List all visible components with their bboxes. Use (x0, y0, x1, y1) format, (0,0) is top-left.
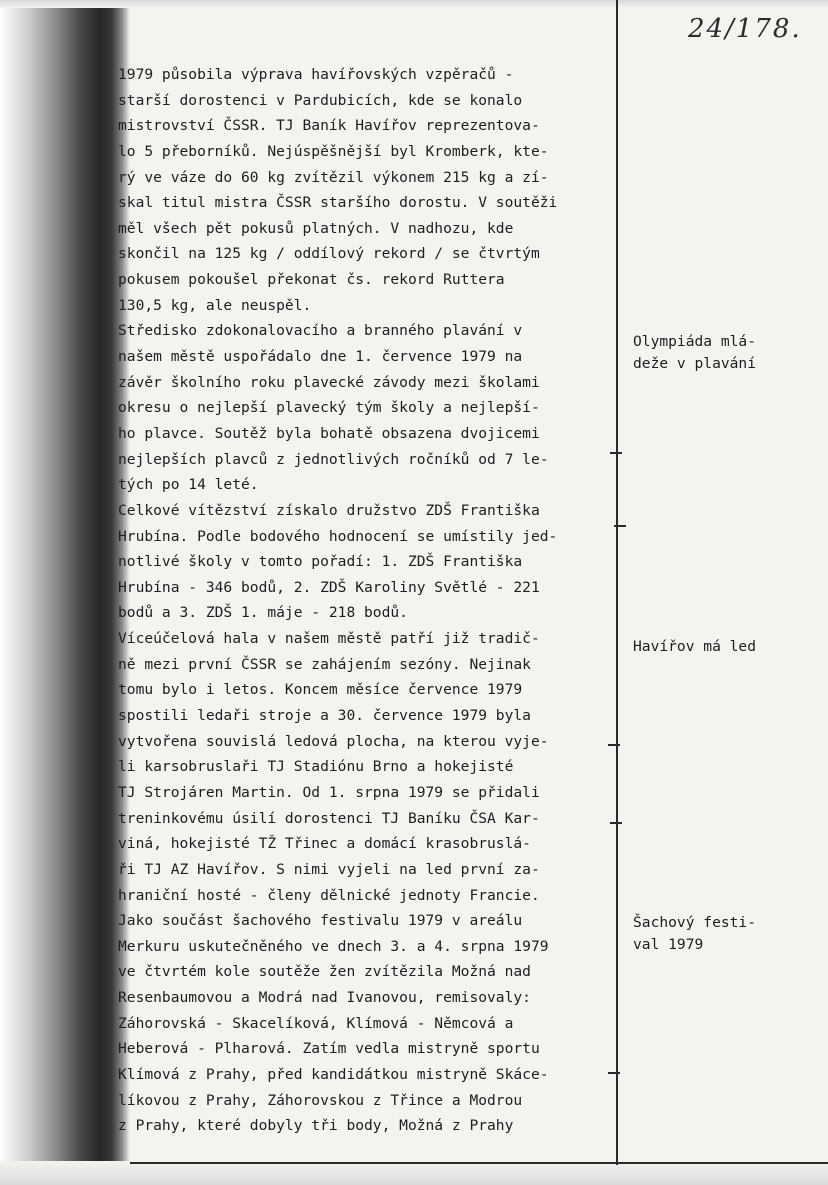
text-line: viná, hokejisté TŽ Třinec a domácí krasobruslá- (118, 835, 531, 853)
text-line: líkovou z Prahy, Záhorovskou z Třince a Modrou (118, 1091, 523, 1109)
margin-note-line: Havířov má led (633, 638, 757, 655)
text-line: Středisko zdokonalovacího a branného plavání v (118, 322, 523, 340)
text-line: skončil na 125 kg / oddílový rekord / se čtvrtým (118, 245, 540, 263)
text-line: ně mezi první ČSSR se zahájením sezóny. Nejinak (118, 655, 531, 673)
handwritten-folio-number: 24/178. (688, 14, 802, 44)
text-line: Heberová - Plharová. Zatím vedla mistryně sportu (118, 1040, 540, 1058)
text-line: ři TJ AZ Havířov. S nimi vyjeli na led první za- (118, 860, 540, 878)
text-line: měl všech pět pokusů platných. V nadhozu, kde (118, 219, 514, 237)
chronicle-body-text (118, 62, 630, 1139)
text-line: rý ve váze do 60 kg zvítězil výkonem 215 kg a zí- (118, 168, 549, 186)
margin-note-line: Olympiáda mlá- (633, 333, 757, 350)
text-line: nejlepších plavců z jednotlivých ročníků od 7 le- (118, 450, 549, 468)
text-line: lo 5 přeborníků. Nejúspěšnější byl Kromberk, kte- (118, 142, 549, 160)
text-line: li karsobruslaři TJ Stadiónu Brno a hokejisté (118, 758, 514, 776)
text-line: Klímová z Prahy, před kandidátkou mistryně Skáce- (118, 1065, 549, 1083)
margin-note-line: Šachový festi- (633, 914, 757, 931)
margin-tick-mark (610, 452, 622, 454)
text-line: treninkovému úsilí dorostenci TJ Baníku ČSA Kar- (118, 809, 540, 827)
bottom-rule-line (130, 1162, 828, 1164)
text-line: Záhorovská - Skacelíková, Klímová - Němcová a (118, 1014, 514, 1032)
text-line: Víceúčelová hala v našem městě patří již tradič- (118, 630, 540, 648)
text-line: TJ Strojáren Martin. Od 1. srpna 1979 se přidali (118, 783, 540, 801)
text-line: 130,5 kg, ale neuspěl. (118, 296, 312, 314)
bottom-edge-shadow (0, 1161, 828, 1185)
text-line: mistrovství ČSSR. TJ Baník Havířov reprezentova- (118, 117, 540, 135)
margin-note-swimming (633, 331, 756, 375)
text-line: Resenbaumovou a Modrá nad Ivanovou, remisovaly: (118, 989, 531, 1007)
text-line: Hrubína - 346 bodů, 2. ZDŠ Karoliny Světlé - 221 (118, 578, 540, 596)
text-line: starší dorostenci v Pardubicích, kde se konalo (118, 91, 523, 109)
text-line: Celkové vítězství získalo družstvo ZDŠ Františka (118, 501, 540, 519)
text-line: 1979 působila výprava havířovských vzpěračů - (118, 66, 514, 83)
margin-tick-mark (608, 744, 620, 746)
text-line: skal titul mistra ČSSR staršího dorostu. V soutěži (118, 194, 558, 212)
margin-note-line: deže v plavání (633, 355, 757, 372)
text-line: pokusem pokoušel překonat čs. rekord Ruttera (118, 271, 505, 289)
text-line: spostili ledaři stroje a 30. července 1979 byla (118, 707, 531, 725)
text-line: okresu o nejlepší plavecký tým školy a nejlepší- (118, 399, 540, 417)
text-line: ho plavce. Soutěž byla bohatě obsazena dvojicemi (118, 424, 540, 442)
text-line: z Prahy, které dobyly tři body, Možná z Prahy (118, 1117, 514, 1135)
text-line: závěr školního roku plavecké závody mezi školami (118, 373, 540, 391)
text-line: tomu bylo i letos. Koncem měsíce července 1979 (118, 681, 523, 699)
text-line: našem městě uspořádalo dne 1. července 1979 na (118, 348, 523, 366)
text-line: Jako součást šachového festivalu 1979 v areálu (118, 912, 523, 930)
margin-tick-mark (608, 1072, 620, 1074)
text-line: Merkuru uskutečněného ve dnech 3. a 4. srpna 1979 (118, 937, 549, 955)
margin-note-ice (633, 636, 756, 658)
margin-tick-mark (610, 822, 622, 824)
binding-shadow (0, 0, 130, 1185)
text-line: bodů a 3. ZDŠ 1. máje - 218 bodů. (118, 604, 408, 622)
text-line: notlivé školy v tomto pořadí: 1. ZDŠ Františka (118, 553, 523, 571)
text-line: hraniční hosté - členy dělnické jednoty Francie. (118, 886, 540, 904)
text-line: vytvořena souvislá ledová plocha, na kterou vyje- (118, 732, 549, 750)
top-edge-shadow (0, 0, 828, 8)
margin-tick-mark (614, 525, 626, 527)
text-line: ve čtvrtém kole soutěže žen zvítězila Možná nad (118, 963, 531, 981)
text-line: tých po 14 leté. (118, 476, 259, 494)
margin-note-line: val 1979 (633, 936, 704, 953)
text-line: Hrubína. Podle bodového hodnocení se umístily jed- (118, 527, 558, 545)
margin-note-chess (633, 912, 756, 956)
